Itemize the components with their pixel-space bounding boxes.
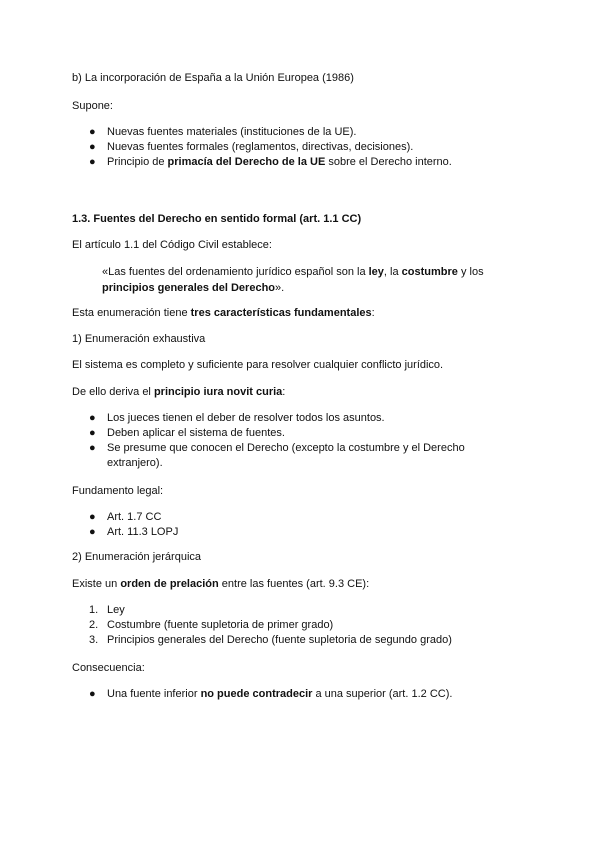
point2-title: 2) Enumeración jerárquica bbox=[72, 551, 202, 563]
consecuencia-label: Consecuencia: bbox=[72, 662, 145, 674]
enumeration-paragraph: Esta enumeración tiene tres características fundamentales: bbox=[72, 307, 375, 319]
list-item: ● Art. 1.7 CC bbox=[89, 511, 162, 523]
quote-block: «Las fuentes del ordenamiento jurídico español son la ley, la costumbre y los principios generales del Derecho». bbox=[102, 266, 484, 294]
section-heading: 1.3. Fuentes del Derecho en sentido formal (art. 1.1 CC) bbox=[72, 213, 362, 225]
section-b-title: b) La incorporación de España a la Unión Europea (1986) bbox=[72, 72, 354, 84]
point1-description: El sistema es completo y suficiente para resolver cualquier conflicto jurídico. bbox=[72, 359, 444, 371]
point1-title: 1) Enumeración exhaustiva bbox=[72, 333, 206, 345]
list-item: ● Los jueces tienen el deber de resolver todos los asuntos. bbox=[89, 412, 385, 424]
legal-list bbox=[72, 510, 178, 540]
list-item: ● Se presume que conocen el Derecho (excepto la costumbre y el Derecho extranjero). bbox=[89, 442, 465, 469]
list-item: 1. Ley bbox=[89, 604, 125, 616]
fundamento-label: Fundamento legal: bbox=[72, 485, 164, 497]
point1-list bbox=[72, 411, 502, 471]
consecuencia-list bbox=[72, 687, 452, 702]
ordered-list bbox=[72, 603, 452, 648]
supone-label: Supone: bbox=[72, 100, 113, 112]
list-item: 2. Costumbre (fuente supletoria de primer grado) bbox=[89, 619, 334, 631]
list-item: 3. Principios generales del Derecho (fuente supletoria de segundo grado) bbox=[89, 634, 452, 646]
list-item: ● Nuevas fuentes formales (reglamentos, directivas, decisiones). bbox=[89, 141, 414, 153]
intro-paragraph: El artículo 1.1 del Código Civil establece: bbox=[72, 239, 272, 251]
orden-paragraph: Existe un orden de prelación entre las fuentes (art. 9.3 CE): bbox=[72, 578, 370, 590]
section-b-list bbox=[72, 125, 452, 170]
list-item: ● Una fuente inferior no puede contradecir a una superior (art. 1.2 CC). bbox=[89, 688, 453, 700]
list-item: ● Deben aplicar el sistema de fuentes. bbox=[89, 427, 285, 439]
principle-paragraph: De ello deriva el principio iura novit curia: bbox=[72, 386, 286, 398]
list-item: ● Principio de primacía del Derecho de la UE sobre el Derecho interno. bbox=[89, 156, 452, 168]
list-item: ● Art. 11.3 LOPJ bbox=[89, 526, 179, 538]
list-item: ● Nuevas fuentes materiales (instituciones de la UE). bbox=[89, 126, 357, 138]
